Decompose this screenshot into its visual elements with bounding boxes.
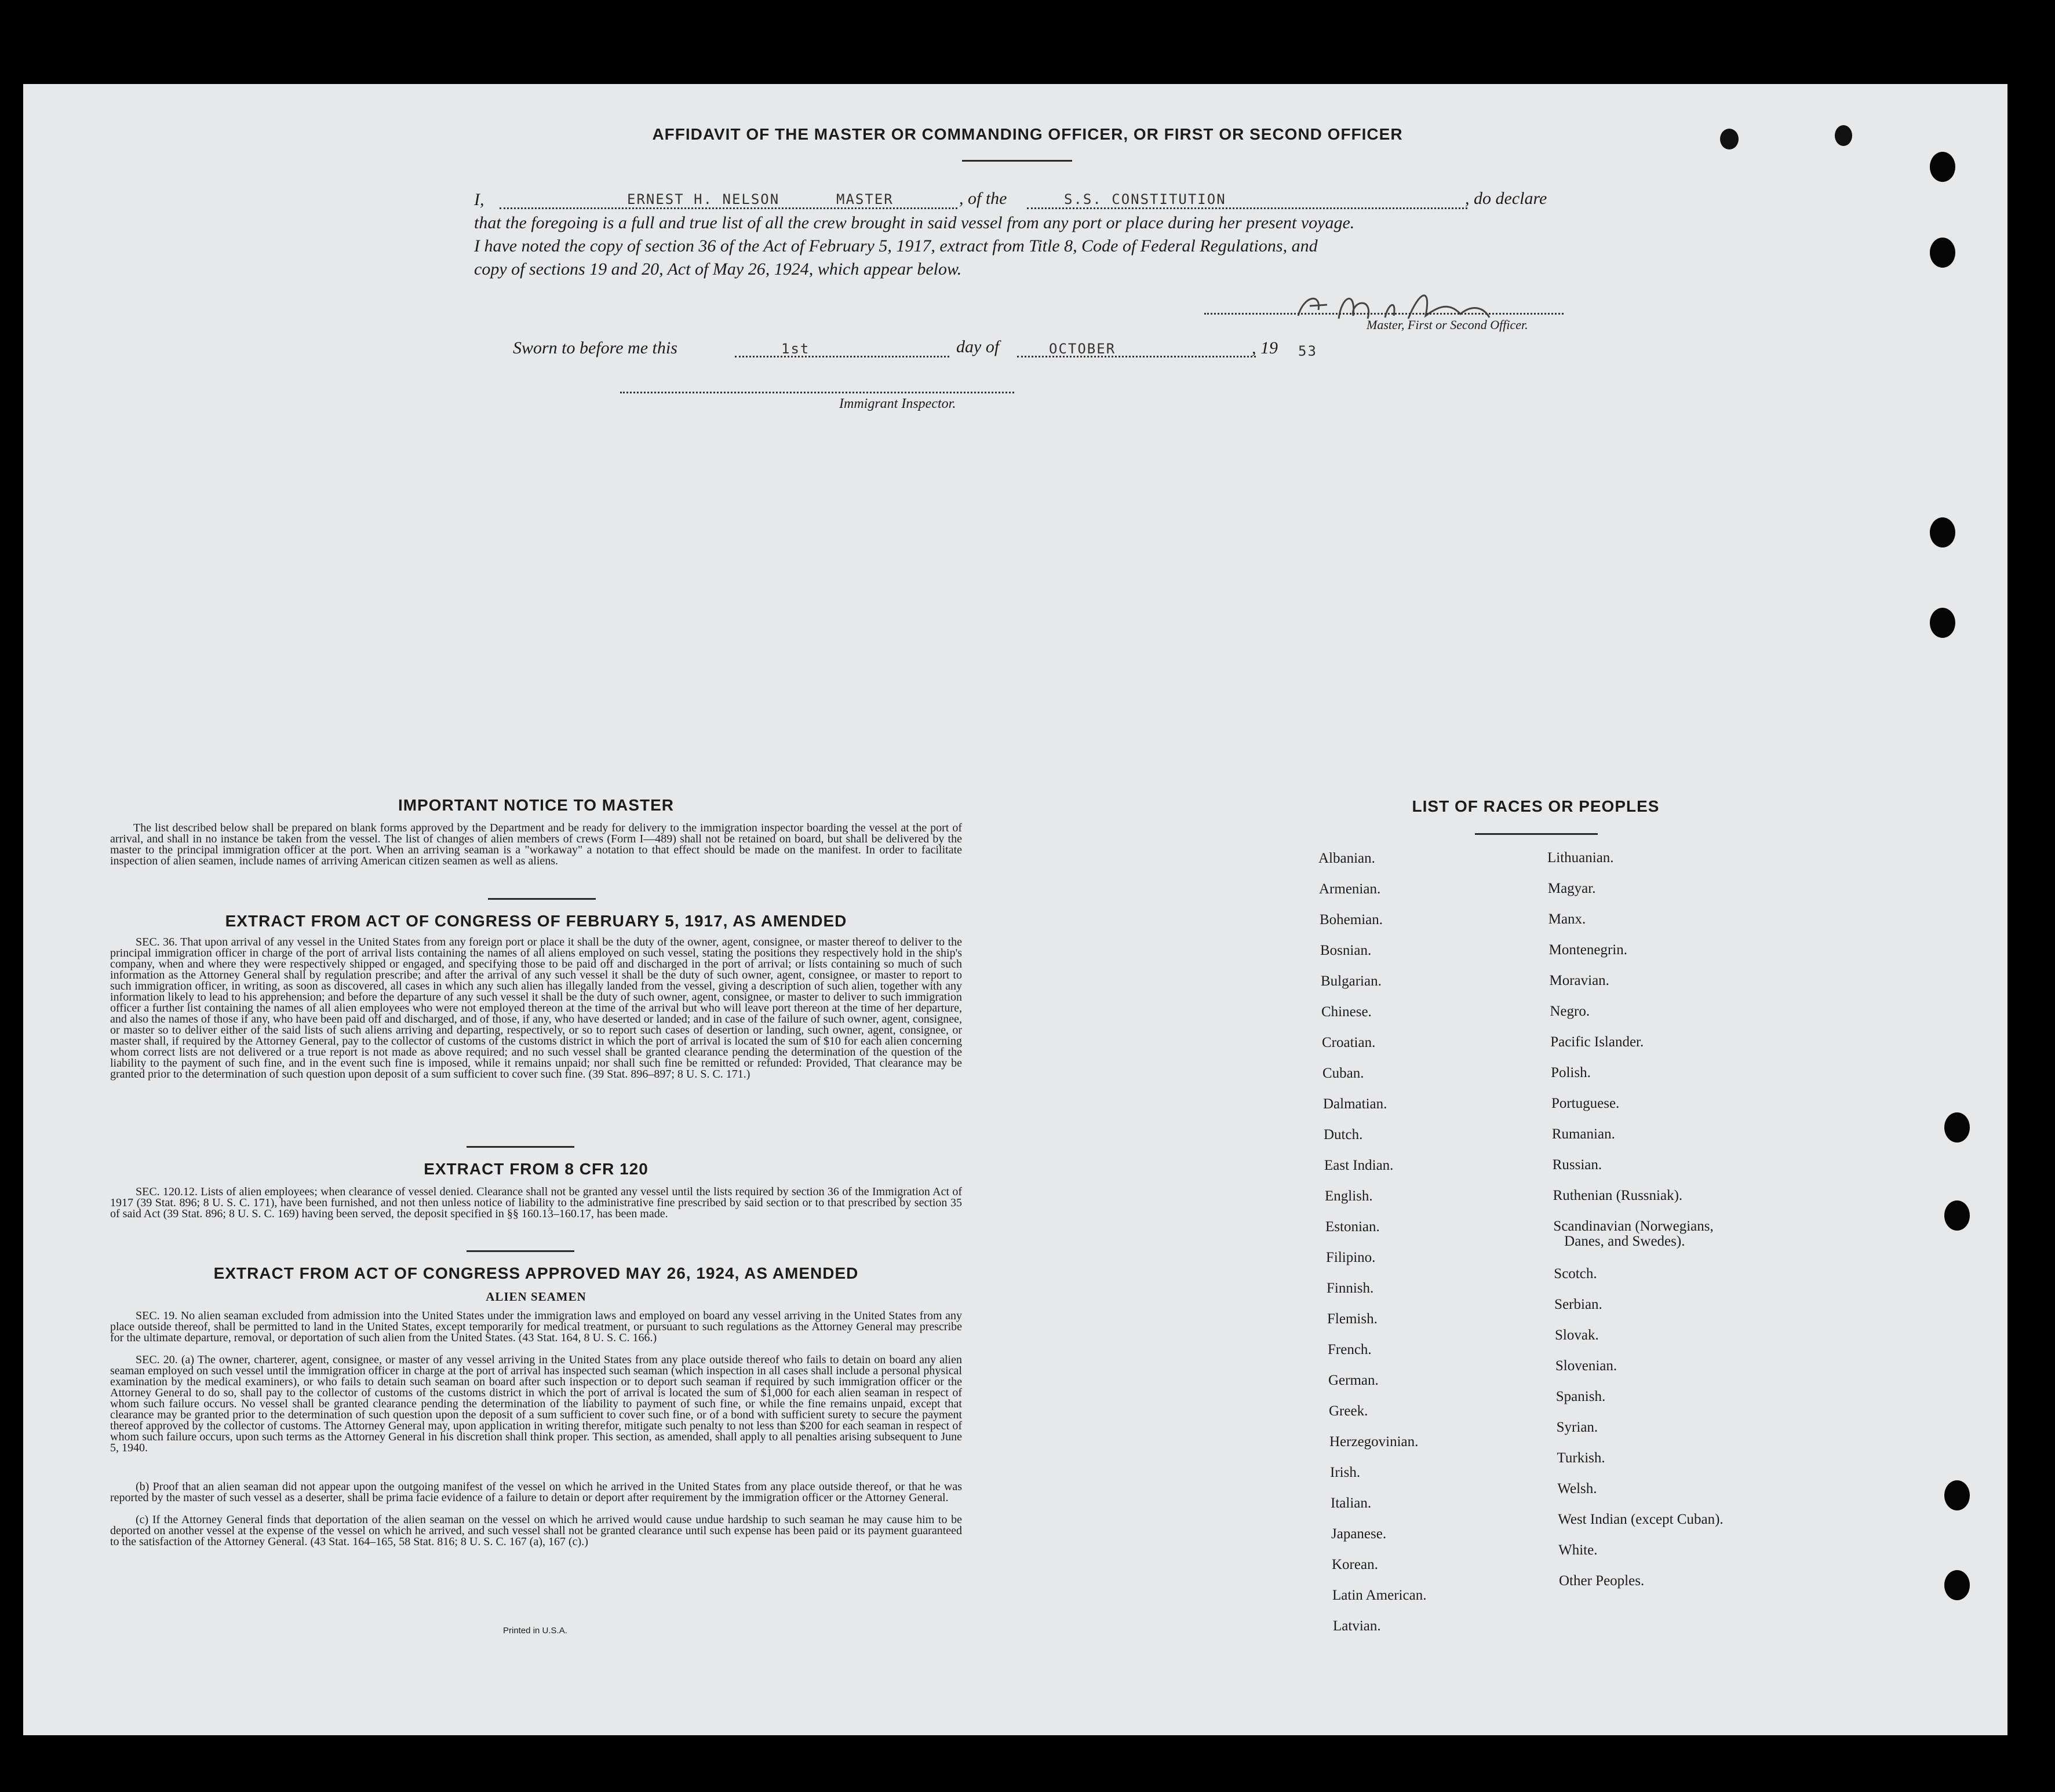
extract-1917-title: EXTRACT FROM ACT OF CONGRESS OF FEBRUARY 5, 1917, AS AMENDED [225,912,847,930]
extract-1924-sec20b: (b) Proof that an alien seaman did not appear upon the outgoing manifest of the vessel on which he arrived in the United States from any place outside thereof, or that he was reported by the master of such vessel as a deserter, shall be prima facie evidence of a failure to detain or deport after requirement by the immigration officer or the Attorney General. [110,1480,962,1504]
race-item: Ruthenian (Russniak). [1553,1188,1683,1203]
notice-title: IMPORTANT NOTICE TO MASTER [398,796,675,814]
race-item: Lithuanian. [1547,850,1614,866]
affidavit-title: AFFIDAVIT OF THE MASTER OR COMMANDING OFFICER, OR FIRST OR SECOND OFFICER [652,125,1403,143]
race-item: Irish. [1330,1465,1361,1480]
race-item: Armenian. [1319,881,1381,897]
extract-1917-body: SEC. 36. That upon arrival of any vessel in the United States from any foreign port or place it shall be the duty of the owner, agent, consignee, or master thereof to deliver to the principal immigration officer in charge of the port of arrival lists containing the names of all aliens employed on such vessel, stating the positions they respectively hold in the ship's company, when and where they were respectively shipped or engaged, and specifying those to be paid off and discharged in the port of arrival; or lists containing so much of such information as the Attorney General shall by regulation prescribe; and after the arrival of any such vessel it shall be the duty of such owner, agent, consignee, or master to report to such immigration officer, in writing, as soon as discovered, all cases in which any such alien has illegally landed from the vessel, giving a description of such alien, together with any information likely to lead to his apprehension; and before the departure of any such vessel it shall be the duty of such owner, agent, consignee, or master to deliver to such immigration officer a further list containing the names of all alien employees who were not employed thereon at the time of the arrival but who will leave port thereon at the time of her departure, and also the names of those if any, who have been paid off and discharged, and of those, if any, who have deserted or landed; and in case of the failure of such owner, agent, consignee, or master so to deliver either of the said lists of such aliens arriving and departing, respectively, or so to report such cases of desertion or landing, such owner, agent, consignee, or master shall, if required by the Attorney General, pay to the collector of customs of the customs district in which the port of arrival is located the sum of $10 for each alien concerning whom correct lists are not delivered or a true report is not made as above required; and no such vessel shall be granted clearance pending the determination of the question of the liability to the payment of such fine, and in the event such fine is imposed, while it remains unpaid; nor shall such fine be remitted or refunded: Provided, That clearance may be granted prior to the determination of such question upon deposit of a sum sufficient to cover such fine. (39 Stat. 896–897; 8 U. S. C. 171.) [110,936,962,1081]
extract-cfr-divider [467,1250,574,1252]
race-item: Moravian. [1549,973,1609,988]
race-item: English. [1325,1188,1373,1204]
race-item: Estonian. [1325,1219,1380,1235]
race-item: Albanian. [1318,851,1375,866]
race-item: Croatian. [1322,1035,1376,1050]
race-item: Spanish. [1555,1389,1606,1404]
signature-line [1204,313,1564,315]
races-title: LIST OF RACES OR PEOPLES [1412,797,1660,815]
extract-1924-title: EXTRACT FROM ACT OF CONGRESS APPROVED MAY 26, 1924, AS AMENDED [213,1264,859,1282]
race-item: Latvian. [1333,1618,1381,1634]
vessel-name: S.S. CONSTITUTION [1064,191,1226,207]
race-item: Pacific Islander. [1550,1034,1644,1050]
race-item: Latin American. [1332,1587,1427,1603]
race-item: Dutch. [1324,1127,1363,1143]
notice-body: The list described below shall be prepared on blank forms approved by the Department and be ready for delivery to the immigration inspector boarding the vessel at the port of arrival, and shall in no instance be taken from the vessel. The list of changes of alien members of crews (Form I—489) shall not be retained on board, but shall be delivered by the master to the principal immigration officer at the port. When an arriving seaman is a "workaway" a notation to that effect should be made on the manifest. In order to facilitate inspection of alien seamen, include names of arriving American citizen seamen as well as aliens. [110,822,962,867]
race-item: Dalmatian. [1323,1096,1387,1112]
notice-divider [488,898,596,900]
race-item: Greek. [1329,1403,1368,1419]
affidavit-line-3: I have noted the copy of section 36 of the Act of February 5, 1917, extract from Title 8, Code of Federal Regulations, and [474,236,1318,256]
signature-caption: Master, First or Second Officer. [1367,317,1528,332]
punch-hole [1930,517,1955,548]
race-item: Scotch. [1554,1266,1597,1282]
day-of-text: day of [956,337,1000,356]
punch-hole [1944,1570,1970,1600]
race-item: Negro. [1550,1003,1590,1019]
race-item: Other Peoples. [1559,1573,1645,1589]
of-the-text: , of the [959,189,1007,208]
punch-hole [1944,1200,1970,1231]
year-prefix: , 19 [1252,338,1278,357]
race-item: Korean. [1332,1557,1378,1572]
race-item: Magyar. [1547,881,1596,896]
race-item: West Indian (except Cuban). [1558,1512,1724,1527]
race-item: Italian. [1331,1495,1372,1511]
race-item: Scandinavian (Norwegians, Danes, and Swedes). [1553,1218,1714,1249]
race-item: White. [1558,1542,1598,1558]
race-item: Rumanian. [1551,1126,1615,1142]
affidavit-i: I, [474,190,484,209]
race-item: Flemish. [1327,1311,1378,1327]
race-item: Herzegovinian. [1329,1434,1419,1450]
title-divider [962,160,1072,162]
sworn-prefix: Sworn to before me this [513,338,677,357]
race-item: French. [1328,1342,1372,1357]
race-item: Chinese. [1321,1004,1372,1020]
race-item: Montenegrin. [1548,942,1627,958]
extract-cfr-title: EXTRACT FROM 8 CFR 120 [424,1160,648,1178]
race-item: Japanese. [1331,1526,1387,1542]
race-item: Serbian. [1554,1297,1602,1312]
race-item: East Indian. [1324,1158,1394,1173]
extract-cfr-body: SEC. 120.12. Lists of alien employees; when clearance of vessel denied. Clearance shall not be granted any vessel until the lists required by section 36 of the Immigration Act of 1917 (39 Stat. 896; 8 U. S. C. 171), have been furnished, and not then unless notice of liability to the administrative fine prescribed by said section or to that prescribed by section 35 of said Act (39 Stat. 896; 8 U. S. C. 169) having been served, the deposit specified in §§ 160.13–160.17, has been made. [110,1185,962,1220]
punch-hole [1930,608,1955,638]
extract-1924-sec19: SEC. 19. No alien seaman excluded from admission into the United States under the immigration laws and employed on board any vessel arriving in the United States from any place outside thereof, shall be permitted to land in the United States, except temporarily for medical treatment, or pursuant to such regulations as the Attorney General may prescribe for the ultimate departure, removal, or deportation of such alien from the United States. (43 Stat. 164, 8 U. S. C. 166.) [110,1309,962,1344]
race-item: Bohemian. [1320,912,1383,928]
extract-1917-divider [467,1146,574,1148]
master-name: ERNEST H. NELSON [627,191,780,207]
do-declare-text: , do declare [1465,189,1547,208]
printed-in-usa: Printed in U.S.A. [503,1626,567,1636]
vessel-line [1027,207,1467,209]
race-item: Welsh. [1557,1481,1597,1497]
race-item: Manx. [1548,911,1586,927]
race-item: Bosnian. [1320,943,1372,958]
name-line [500,207,957,209]
sworn-day: 1st [781,341,810,357]
affidavit-line-4: copy of sections 19 and 20, Act of May 26, 1924, which appear below. [474,260,962,279]
race-item: Russian. [1552,1157,1602,1173]
race-item: Turkish. [1557,1450,1605,1466]
race-item: Finnish. [1327,1280,1374,1296]
extract-1924-subtitle: ALIEN SEAMEN [486,1290,586,1304]
race-item: Portuguese. [1551,1096,1620,1111]
inspector-caption: Immigrant Inspector. [839,396,956,411]
affidavit-line-2: that the foregoing is a full and true list of all the crew brought in said vessel from any port or place during her present voyage. [474,213,1355,232]
race-item: Polish. [1551,1065,1591,1081]
sworn-month: OCTOBER [1049,341,1116,357]
extract-1924-sec20: SEC. 20. (a) The owner, charterer, agent, consignee, or master of any vessel arriving in the United States from any place outside thereof who fails to detain on board any alien seaman employed on such vessel until the immigration officer in charge at the port of arrival has inspected such seaman (which inspection in all cases shall include a personal physical examination by the medical examiners), or who fails to detain such seaman on board after such inspection or to deport such seaman if required by such immigration officer or the Attorney General to do so, shall pay to the collector of customs of the customs district in which the port of arrival is located the sum of $1,000 for each alien seaman in respect of whom such failure occurs. No vessel shall be granted clearance pending the determination of the liability to payment of such fine, or while the fine remains unpaid, except that clearance may be granted prior to the determination of such question upon the deposit of a sum sufficient to cover such fine, or of a bond with sufficient surety to secure the payment thereof approved by the collector of customs. The Attorney General may, upon application in writing therefor, mitigate such penalty to not less than $200 for each seaman in respect of whom such failure occurs, upon such terms as the Attorney General in his discretion shall think proper. This section, as amended, shall apply to all penalties arising subsequent to June 5, 1940. [110,1353,962,1454]
race-item: Syrian. [1556,1419,1598,1435]
punch-hole [1930,152,1955,182]
punch-hole [1944,1112,1970,1143]
race-item: Cuban. [1322,1065,1364,1081]
race-item: Filipino. [1326,1250,1376,1265]
year-suffix: 53 [1298,343,1317,359]
master-rank: MASTER [836,191,894,207]
extract-1924-sec20c: (c) If the Attorney General finds that deportation of the alien seaman on the vessel on which he arrived would cause undue hardship to such seaman he may cause him to be deported on another vessel at the expense of the vessel on which he arrived, and such vessel shall not be granted clearance until such expense has been paid or its payment guaranteed to the satisfaction of the Attorney General. (43 Stat. 164–165, 58 Stat. 816; 8 U. S. C. 167 (a), 167 (c).) [110,1513,962,1548]
punch-hole [1944,1480,1970,1510]
inspector-line [620,392,1014,393]
race-item: Bulgarian. [1321,973,1382,989]
race-item: Slovak. [1555,1327,1599,1343]
race-item: German. [1328,1373,1379,1388]
race-item: Slovenian. [1555,1358,1617,1374]
sworn-day-line [735,356,949,357]
punch-hole [1930,238,1955,268]
races-divider [1475,833,1598,835]
